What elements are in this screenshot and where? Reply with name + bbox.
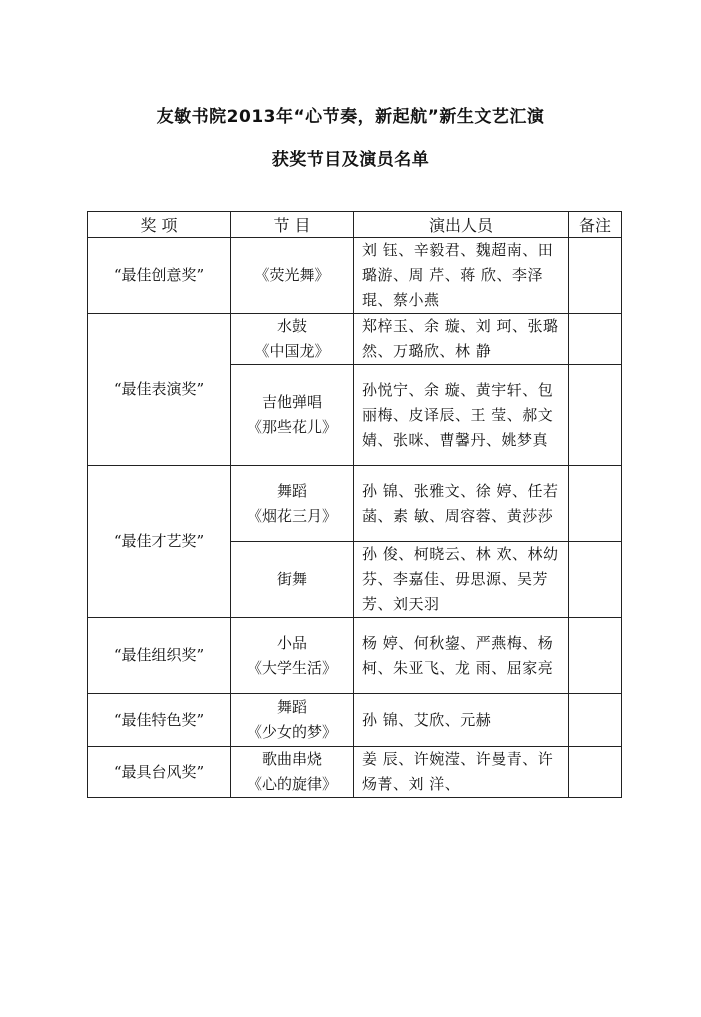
program-name: 《中国龙》	[254, 342, 330, 360]
award-name: “最具台风奖”	[88, 747, 231, 798]
program-cell	[231, 618, 354, 694]
header-award: 奖 项	[88, 212, 231, 238]
program-cell	[231, 542, 354, 618]
table-row	[88, 618, 622, 694]
remarks-cell	[569, 365, 622, 466]
award-name: “最佳表演奖”	[88, 314, 231, 466]
table-row	[88, 238, 622, 314]
program-name: 《烟花三月》	[246, 506, 337, 525]
program-name: 街舞	[276, 570, 307, 588]
remarks-cell	[569, 466, 622, 542]
award-name: “最佳才艺奖”	[88, 466, 231, 618]
program-type: 小品	[276, 633, 307, 652]
program-type: 舞蹈	[276, 481, 307, 500]
program-type: 舞蹈	[276, 698, 307, 716]
table-header-row	[88, 212, 622, 238]
program-cell	[231, 747, 354, 798]
header-remarks: 备注	[569, 212, 622, 238]
program-cell	[231, 365, 354, 466]
table-row	[88, 466, 622, 542]
remarks-cell	[569, 618, 622, 694]
header-performers: 演出人员	[354, 212, 569, 238]
performers-cell: 郑梓玉、余 璇、刘 珂、张璐然、万璐欣、林 静	[354, 314, 569, 365]
performers-cell: 姜 辰、许婉滢、许曼青、许炀菁、刘 洋、	[354, 747, 569, 798]
program-cell	[231, 694, 354, 747]
performers-cell: 孙 俊、柯晓云、林 欢、林幼芬、李嘉佳、毋思源、吴芳芳、刘天羽	[354, 542, 569, 618]
document-subtitle: 获奖节目及演员名单	[271, 150, 430, 170]
document-title: 友敏书院2013年“心节奏，新起航”新生文艺汇演	[156, 107, 545, 127]
program-name: 《少女的梦》	[246, 723, 337, 741]
program-cell	[231, 314, 354, 365]
performers-cell: 孙 锦、艾欣、元赫	[354, 694, 569, 747]
table-row	[88, 314, 622, 365]
award-name: “最佳特色奖”	[88, 694, 231, 747]
table-row	[88, 694, 622, 747]
program-name: 《心的旋律》	[246, 775, 337, 793]
remarks-cell	[569, 747, 622, 798]
program-type: 水鼓	[276, 317, 307, 335]
awards-table	[87, 211, 622, 798]
program-name: 《那些花儿》	[246, 418, 337, 436]
performers-cell: 杨 婷、何秋鋆、严燕梅、杨 柯、朱亚飞、龙 雨、屈家亮	[354, 618, 569, 694]
program-cell	[231, 238, 354, 314]
program-type: 歌曲串烧	[261, 750, 322, 768]
program-name: 《大学生活》	[246, 658, 337, 677]
performers-cell: 孙悦宁、余 璇、黄宇轩、包丽梅、皮译辰、王 莹、郝文婧、张咪、曹馨丹、姚梦真	[354, 365, 569, 466]
award-name: “最佳组织奖”	[88, 618, 231, 694]
remarks-cell	[569, 542, 622, 618]
award-name: “最佳创意奖”	[88, 238, 231, 314]
program-name: 《荧光舞》	[254, 266, 330, 284]
remarks-cell	[569, 238, 622, 314]
remarks-cell	[569, 694, 622, 747]
program-cell	[231, 466, 354, 542]
remarks-cell	[569, 314, 622, 365]
table-row	[88, 747, 622, 798]
performers-cell: 孙 锦、张雅文、徐 婷、任若菡、素 敏、周容蓉、黄莎莎	[354, 466, 569, 542]
performers-cell: 刘 钰、辛毅君、魏超南、田璐游、周 芹、蒋 欣、李泽琨、蔡小燕	[354, 238, 569, 314]
program-type: 吉他弹唱	[261, 393, 322, 411]
header-program: 节 目	[231, 212, 354, 238]
